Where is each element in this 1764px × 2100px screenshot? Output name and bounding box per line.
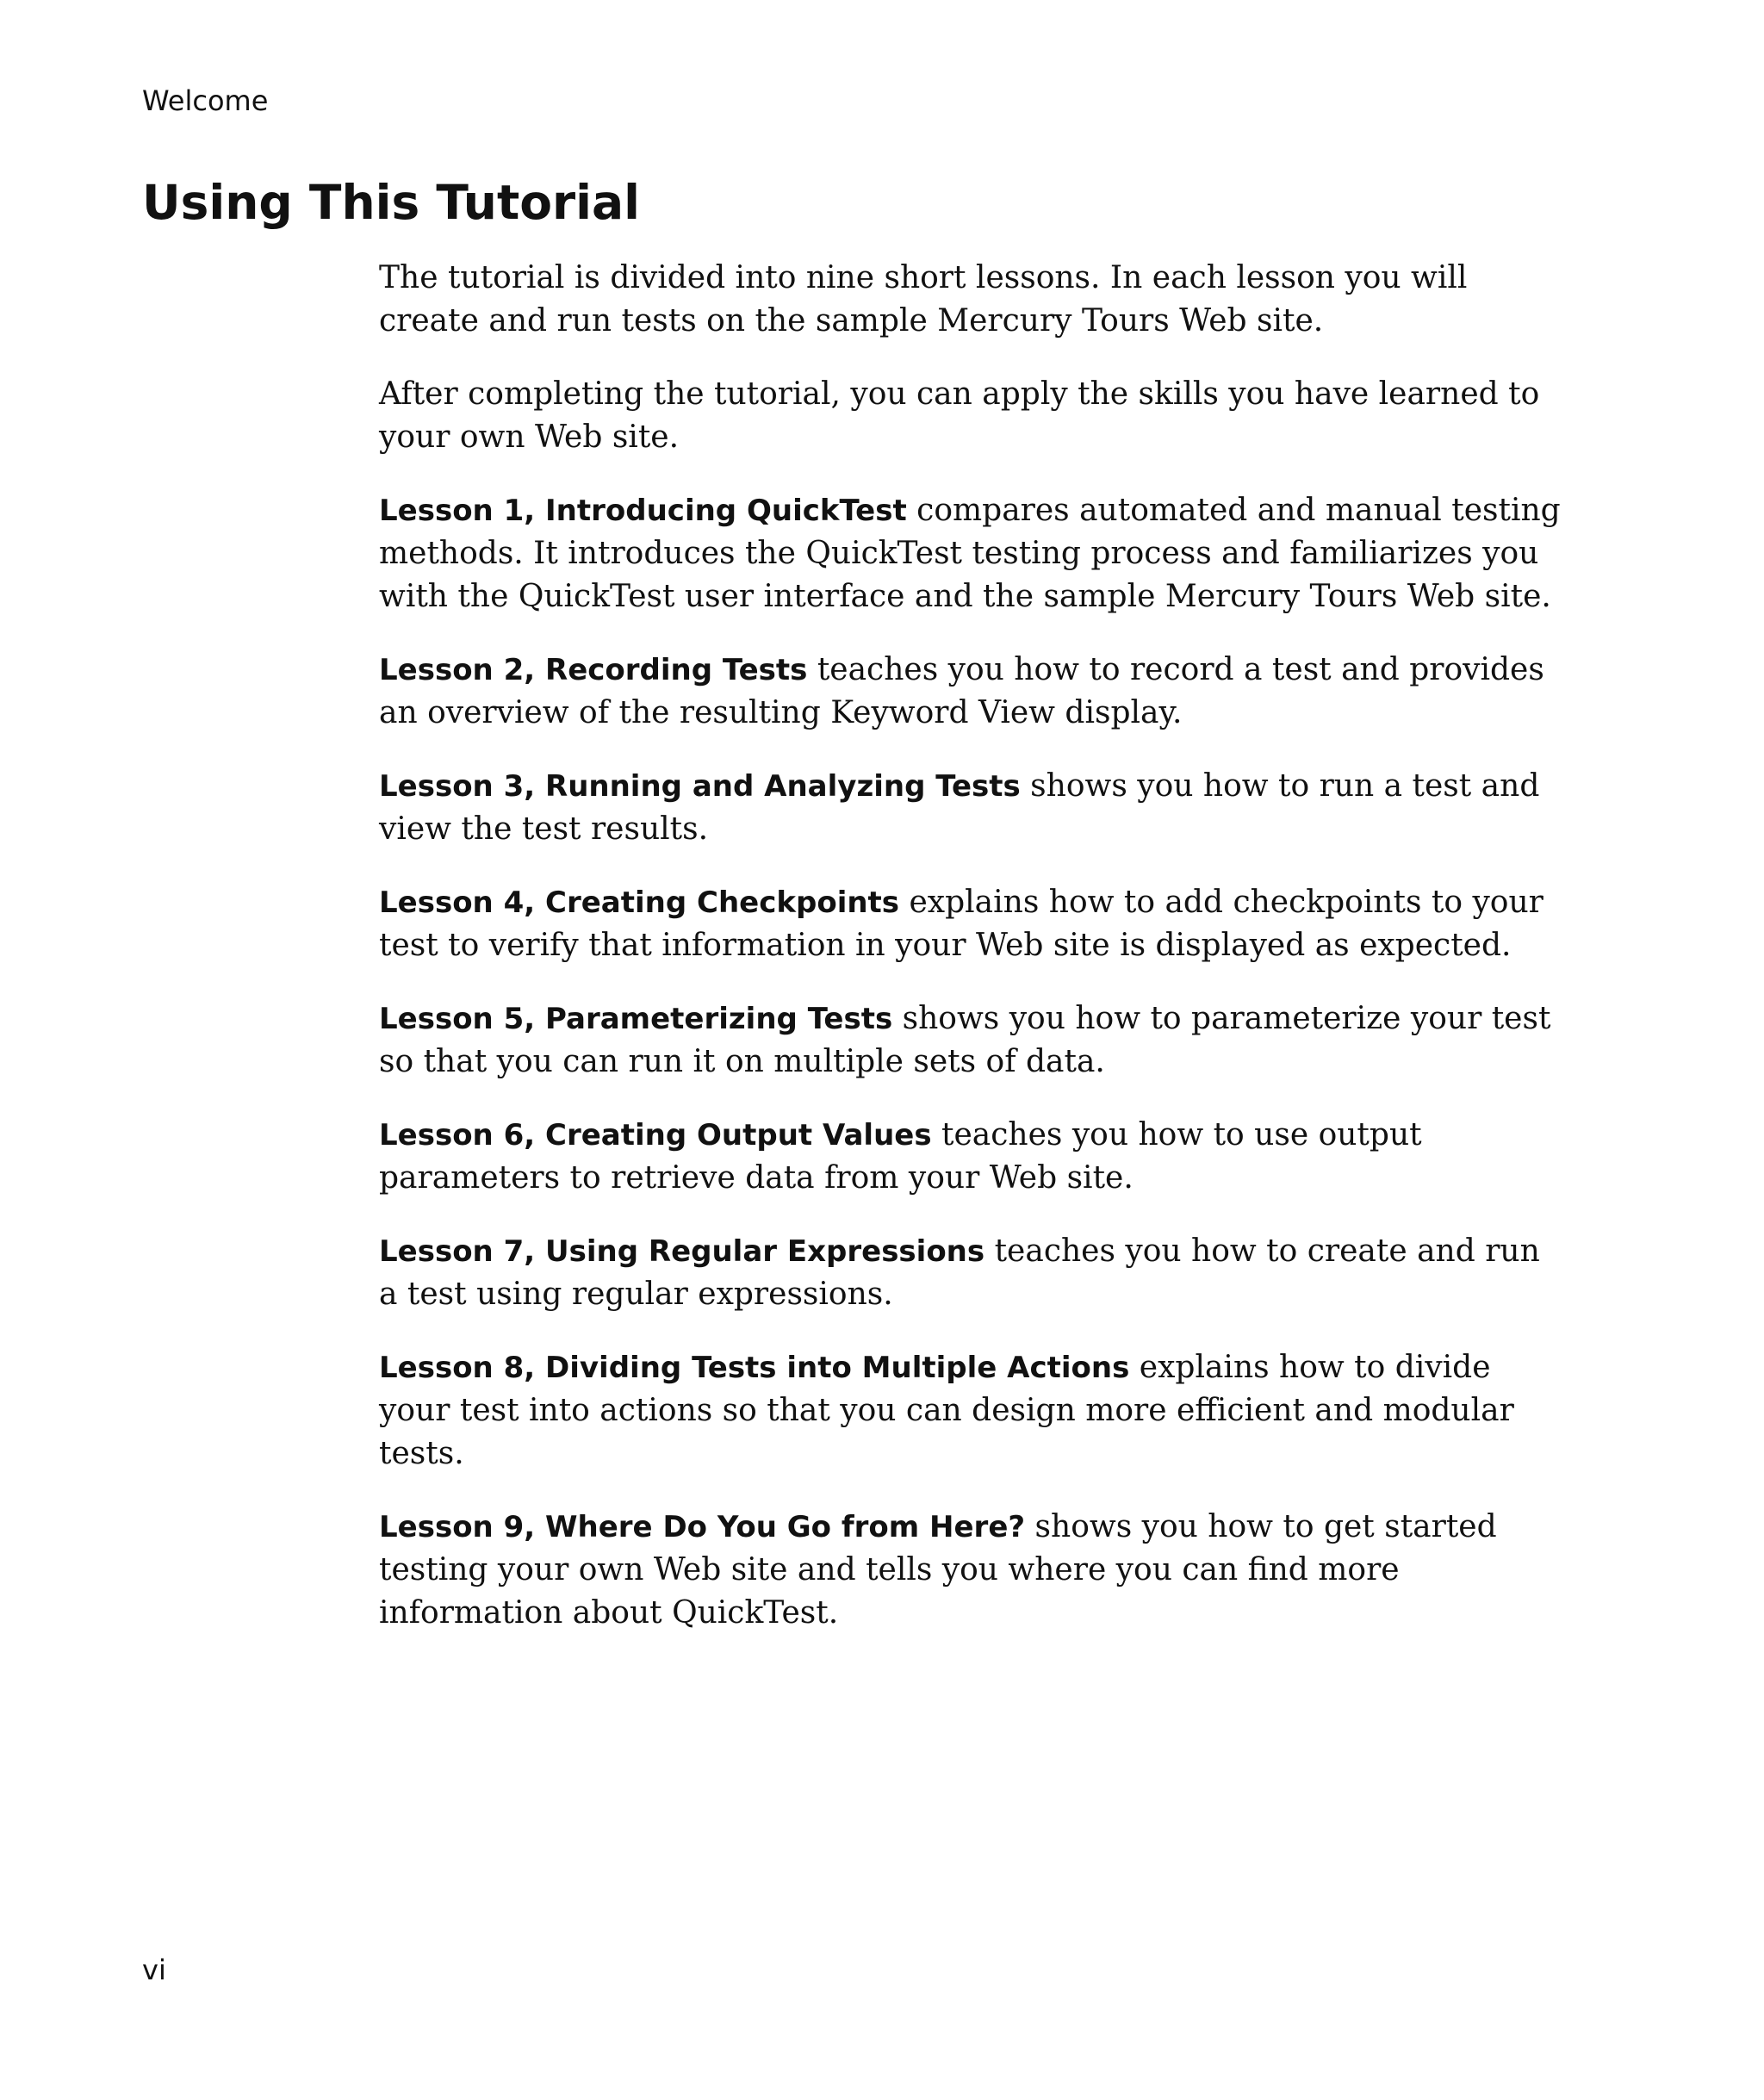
lesson-paragraph bbox=[379, 765, 1568, 851]
lesson-name: Lesson 5, Parameterizing Tests bbox=[379, 1002, 893, 1036]
lesson-description: teaches you how to record a test and provides an overview of the resulting Keyword View display. bbox=[379, 652, 1544, 730]
lesson-paragraph bbox=[379, 1506, 1568, 1635]
lesson-name: Lesson 9, Where Do You Go from Here? bbox=[379, 1510, 1026, 1544]
intro-paragraph: After completing the tutorial, you can apply the skills you have learned to your own Web site. bbox=[379, 376, 1540, 455]
lesson-description: shows you how to run a test and view the test results. bbox=[379, 768, 1540, 847]
lesson-description: shows you how to get started testing your own Web site and tells you where you can find more information about QuickTest. bbox=[379, 1509, 1497, 1631]
running-header: Welcome bbox=[142, 84, 269, 117]
lesson-description: teaches you how to create and run a test using regular expressions. bbox=[379, 1233, 1540, 1312]
lesson-paragraph bbox=[379, 1114, 1568, 1200]
lesson-name: Lesson 1, Introducing QuickTest bbox=[379, 494, 907, 528]
lesson-description: compares automated and manual testing methods. It introduces the QuickTest testing process and familiarizes you with the QuickTest user interface and the sample Mercury Tours Web site. bbox=[379, 493, 1561, 614]
section-title: Using This Tutorial bbox=[142, 175, 640, 230]
lesson-name: Lesson 8, Dividing Tests into Multiple Actions bbox=[379, 1351, 1130, 1385]
lesson-paragraph bbox=[379, 489, 1568, 618]
lesson-name: Lesson 4, Creating Checkpoints bbox=[379, 885, 900, 920]
lesson-paragraph bbox=[379, 881, 1568, 967]
lesson-paragraph bbox=[379, 997, 1568, 1084]
lesson-description: shows you how to parameterize your test so that you can run it on multiple sets of data. bbox=[379, 1001, 1551, 1079]
lesson-paragraph bbox=[379, 1230, 1568, 1316]
intro-paragraph: The tutorial is divided into nine short lessons. In each lesson you will create and run tests on the sample Mercury Tours Web site. bbox=[379, 260, 1468, 339]
lesson-description: explains how to divide your test into actions so that you can design more efficient and modular tests. bbox=[379, 1350, 1514, 1471]
lesson-name: Lesson 2, Recording Tests bbox=[379, 653, 808, 687]
lesson-description: explains how to add checkpoints to your test to verify that information in your Web site is displayed as expected. bbox=[379, 885, 1544, 963]
lesson-paragraph bbox=[379, 1346, 1568, 1476]
lesson-name: Lesson 3, Running and Analyzing Tests bbox=[379, 769, 1021, 804]
section-body bbox=[379, 257, 1568, 1665]
lesson-description: teaches you how to use output parameters to retrieve data from your Web site. bbox=[379, 1117, 1422, 1196]
lesson-name: Lesson 7, Using Regular Expressions bbox=[379, 1234, 985, 1269]
lesson-paragraph bbox=[379, 649, 1568, 735]
lesson-name: Lesson 6, Creating Output Values bbox=[379, 1118, 932, 1153]
page-number: vi bbox=[142, 1954, 166, 1986]
